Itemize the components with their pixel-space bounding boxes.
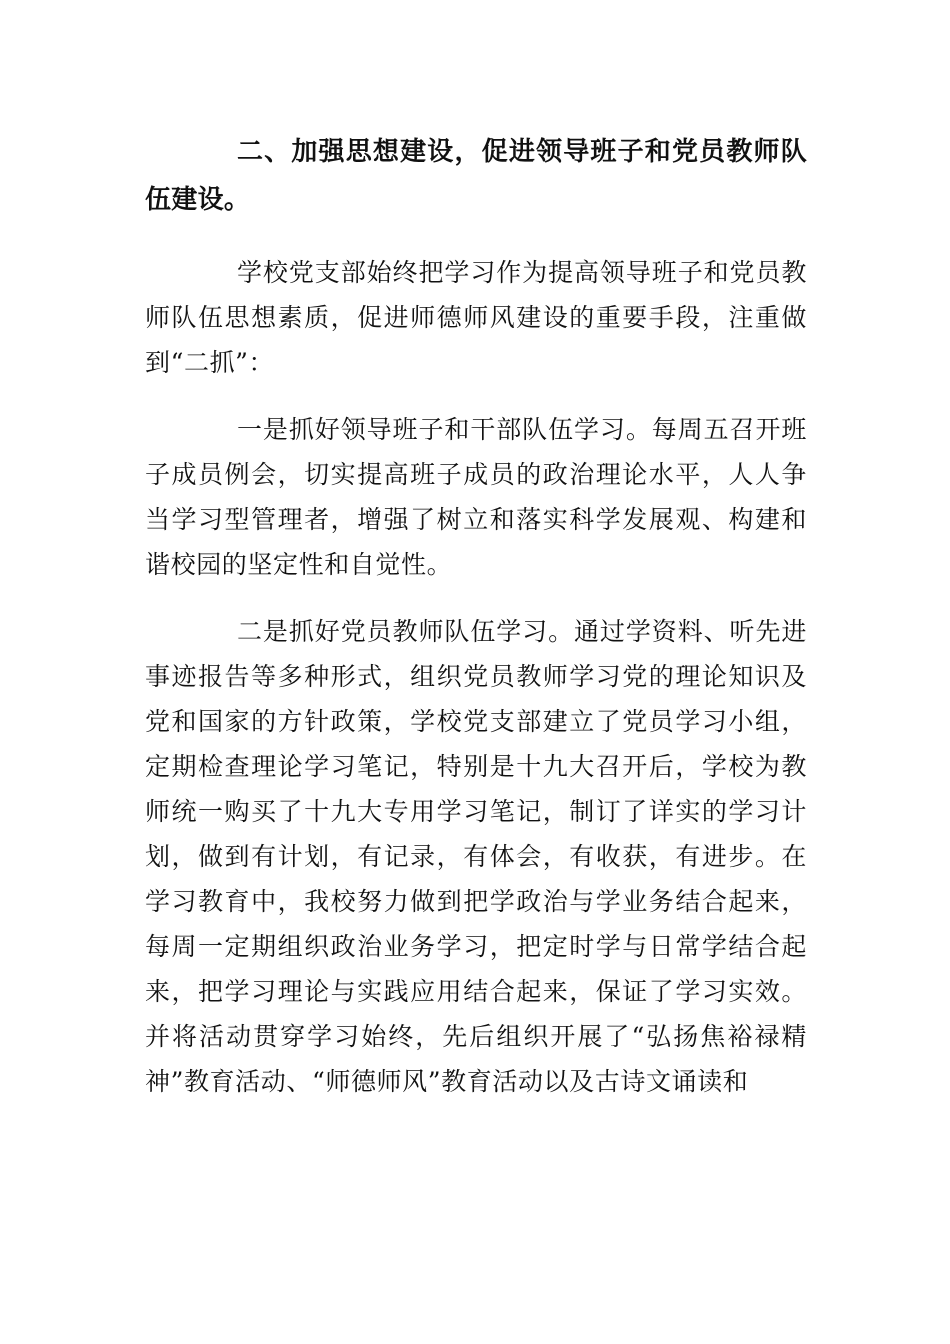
paragraph-intro: 学校党支部始终把学习作为提高领导班子和党员教师队伍思想素质，促进师德师风建设的重要手段，注重做到“二抓”：	[145, 258, 807, 377]
document-page	[145, 128, 807, 1104]
paragraph-leadership-study: 一是抓好领导班子和干部队伍学习。每周五召开班子成员例会，切实提高班子成员的政治理论水平，人人争当学习型管理者，增强了树立和落实科学发展观、构建和谐校园的坚定性和自觉性。	[145, 415, 807, 579]
paragraph-teacher-study: 二是抓好党员教师队伍学习。通过学资料、听先进事迹报告等多种形式，组织党员教师学习党的理论知识及党和国家的方针政策，学校党支部建立了党员学习小组，定期检查理论学习笔记，特别是十九大召开后，学校为教师统一购买了十九大专用学习笔记，制订了详实的学习计划，做到有计划，有记录，有体会，有收获，有进步。在学习教育中，我校努力做到把学政治与学业务结合起来，每周一定期组织政治业务学习，把定时学与日常学结合起来，把学习理论与实践应用结合起来，保证了学习实效。并将活动贯穿学习始终，先后组织开展了“弘扬焦裕禄精神”教育活动、“师德师风”教育活动以及古诗文诵读和	[145, 617, 807, 1096]
section-heading: 二、加强思想建设，促进领导班子和党员教师队伍建设。	[145, 137, 807, 215]
